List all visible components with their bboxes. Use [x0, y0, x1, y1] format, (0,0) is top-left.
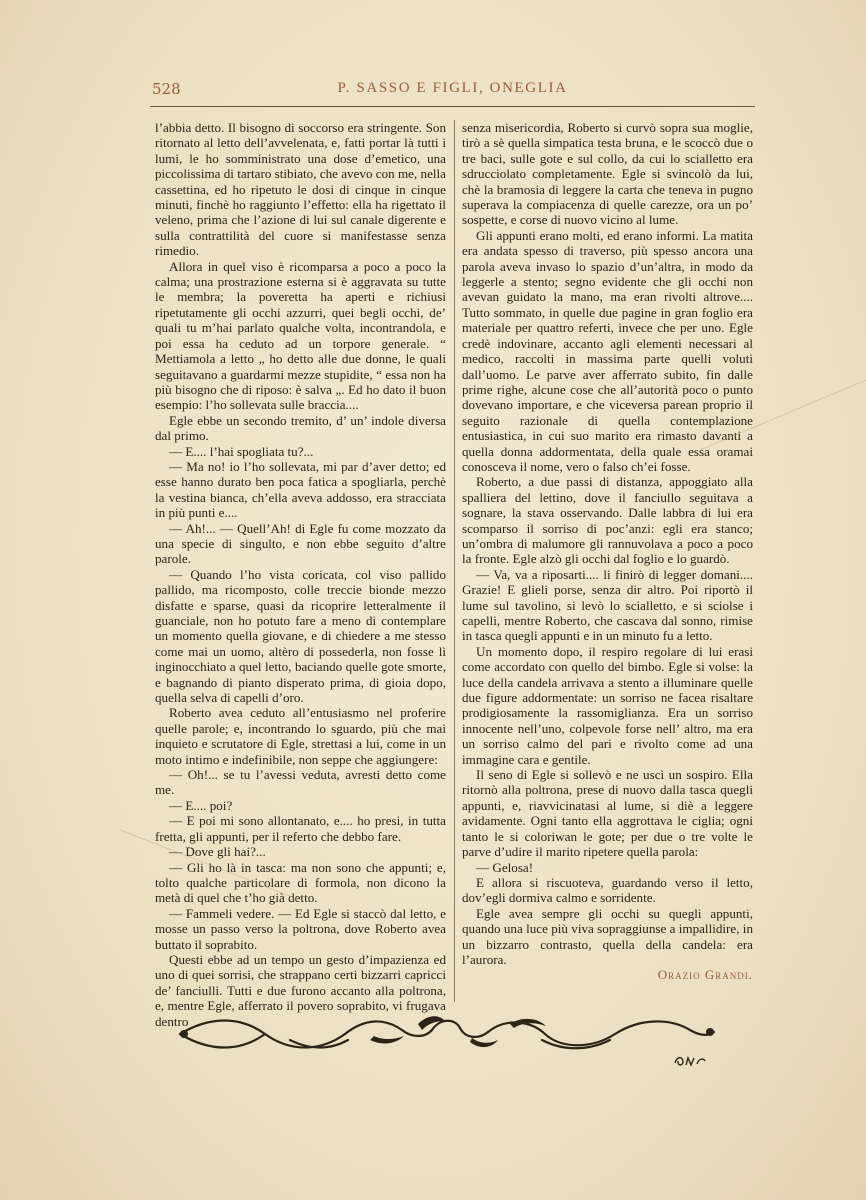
left-column-paragraph: Egle ebbe un secondo tremito, d’ un’ indole diversa dal primo.: [155, 412, 446, 444]
left-column-paragraph: Roberto avea ceduto all’entusiasmo nel proferire quelle parole; e, incontrando lo sguardo, più che mai inquieto e scrutatore di Egle, strettasi a lui, come in un moto intimo e indefinibile, non seppe che aggiungere:: [155, 705, 446, 767]
left-column-paragraph: — Quando l’ho vista coricata, col viso pallido pallido, ma ricomposto, colle treccie bionde mezzo disfatte e sparse, quasi da ricoprire letteralmente il guanciale, non ho potuto fare a meno di contemplare un momento quella giovane, e di chiedere a me stesso come mai un uomo, altèro di possederla, non fosse lì inginocchiato a quel letto, baciando quelle gote smorte, e bagnando di pianto disperato prima, di gioia dopo, quella selva di capelli d’oro.: [155, 566, 446, 706]
left-column-paragraph: — Ma no! io l’ho sollevata, mi par d’aver detto; ed esse hanno durato ben poca fatica a spogliarla, perchè la vestina bianca, ch’ella aveva addosso, era stracciata in più punti e....: [155, 458, 446, 521]
column-divider: [454, 120, 455, 1002]
right-column-paragraph: E allora si riscuoteva, guardando verso il letto, dov’egli dormiva calmo e sorridente.: [462, 874, 753, 906]
left-column-paragraph: — Oh!... se tu l’avessi veduta, avresti detto come me.: [155, 767, 446, 798]
left-column-paragraph: — Dove gli hai?...: [169, 844, 266, 860]
running-head: P. SASSO E FIGLI, ONEGLIA: [337, 80, 568, 96]
left-column-paragraph: — E.... poi?: [169, 797, 233, 813]
right-column-paragraph: Egle avea sempre gli occhi su quegli appunti, quando una luce più viva sopraggiunse a impallidire, in un bizzarro contrasto, quella della candela: era l’aurora.: [462, 905, 753, 967]
left-column-paragraph: — E poi mi sono allontanato, e.... ho presi, in tutta fretta, gli appunti, per il referto che debbo fare.: [155, 813, 446, 844]
right-column-paragraph: senza misericordia, Roberto si curvò sopra sua moglie, tirò a sè quella simpatica testa bruna, e le scoccò due o tre baci, sulle gote e sul collo, da cui lo scialletto era sdrucciolato completamente. Egle si svincolò da lui, chè la bramosia di leggere la carta che teneva in pugno superava la compiacenza di quelle carezze, ora un po’ sospette, e corse di nuovo vicino al lume.: [462, 120, 753, 228]
page-number: 528: [152, 80, 181, 98]
left-column-paragraph: — E.... l’hai spogliata tu?...: [169, 443, 314, 459]
left-column-paragraph: Allora in quel viso è ricomparsa a poco a poco la calma; una prostrazione esterna si è aggravata su tutte le membra; la poveretta ha aperti e richiusi ripetutamente gli occhi azzurri, quei begli occhi, de’ quali tu m’hai parlato qualche volta, incontrandola, e poi essa ha ceduto ad un torpore generale. “ Mettiamola a letto „ ho detto alle due donne, le quali seguitavano a guardarmi mezze stupidite, “ essa non ha più bisogno che di riposo: è salva „. Ed ho dato il buon esempio: l’ho sollevata sulle braccia....: [155, 258, 446, 413]
left-column: [155, 120, 446, 1029]
author-signature: Orazio Grandi.: [657, 967, 753, 983]
right-column-paragraph: Gli appunti erano molti, ed erano informi. La matita era andata spesso di traverso, più spesso ancora una parola aveva invaso lo spazio d’un’altra, in modo da leggerle a stento; segno evidente che gli occhi non avevan guidato la mano, ma eran rivolti altrove.... Tutto sommato, in quelle due pagine in gran foglio era materiale per quattro referti, invece che per uno. Egle credè indovinare, accanto agli elementi necessari al medico, raccolti in massima parte quelli voluti dall’uomo. Le parve aver afferrato subito, fin dalle prime righe, alcune cose che all’autorità poco o punto dovevano importare, e che viceversa parean proprio il seguito razionale di quella contemplazione entusiastica, in cui suo marito era rimasto davanti a quella donna addormentata, della quale essa oramai conosceva il nome, vero o falso ch’ei fosse.: [462, 227, 753, 474]
left-column-paragraph: l’abbia detto. Il bisogno di soccorso era stringente. Son ritornato al letto dell’avvelenata, e, fatti portar là tutti i lumi, le ho somministrato una dose d’emetico, una piccolissima di tartaro stibiato, che avevo con me, nella cassettina, ed ho ripetuto le dosi di cinque in cinque minuti, finchè ho raggiunto l’effetto: ella ha rigettato il veleno, prima che l’azione di lui sul canale digerente e sulla contrattilità del cuore si manifestasse senza rimedio.: [155, 120, 446, 259]
right-column-paragraph: — Va, va a riposarti.... li finirò di legger domani.... Grazie! E glieli porse, senza dir altro. Poi riportò il lume sul tavolino, si levò lo scialletto, e si sciolse i capelli, mentre Roberto, che cascava dal sonno, rimise in tasca quegli appunti e in un minuto fu a letto.: [462, 566, 753, 644]
left-column-paragraph: Questi ebbe ad un tempo un gesto d’impazienza ed uno di quei sorrisi, che strappano certi bizzarri capricci de’ fanciulli. Tutti e due furono accanto alla poltrona, e, mentre Egle, afferrato il povero soprabito, vi frugava dentro: [155, 951, 446, 1029]
right-column-paragraph: Un momento dopo, il respiro regolare di lui erasi come accordato con quello del bimbo. Egle si volse: la luce della candela arrivava a stento a illuminare quelle due figure addormentate: un sorriso ne facea risaltare prodigiosamente la rassomiglianza. Era un sorriso innocente nell’uno, colpevole forse nell’ altro, ma era un sorriso calmo del pari e rivolto come ad una immagine cara e gentile.: [462, 643, 753, 767]
left-column-paragraph: — Ah!... — Quell’Ah! di Egle fu come mozzato da una specie di singulto, e non ebbe seguito d’altre parole.: [155, 520, 446, 567]
page-header: [150, 76, 755, 107]
right-column-paragraph: — Gelosa!: [476, 859, 534, 875]
left-column-paragraph: — Fammeli vedere. — Ed Egle si staccò dal letto, e mosse un passo verso la poltrona, dove Roberto avea buttato il soprabito.: [155, 905, 446, 952]
decorative-scroll-ornament: [170, 1010, 720, 1058]
right-column: [462, 120, 753, 983]
monogram-mark: [672, 1054, 708, 1068]
left-column-paragraph: — Gli ho là in tasca: ma non sono che appunti; e, tolto qualche particolare di formola, non dicono la metà di quel che t’ho già detto.: [155, 859, 446, 906]
right-column-paragraph: Il seno di Egle si sollevò e ne uscì un sospiro. Ella ritornò alla poltrona, prese di nuovo dalla tasca quegli appunti, e, riavvicinatasi al lume, si diè a leggere avidamente. Ogni tanto ella aggrottava le ciglia; ogni tanto le si coloriwan le gote; per due o tre volte le parve d’udire il marito ripetere quella parola:: [462, 767, 753, 860]
right-column-paragraph: Roberto, a due passi di distanza, appoggiato alla spalliera del lettino, dove il fanciullo seguitava a sognare, la stava osservando. Dalle labbra di lui era scomparso il sorriso di poc’anzi: egli era stanco; un’ombra di malumore gli rannuvolava a poco a poco la fronte. Egle alzò gli occhi dal foglio e lo guardò.: [462, 474, 753, 567]
